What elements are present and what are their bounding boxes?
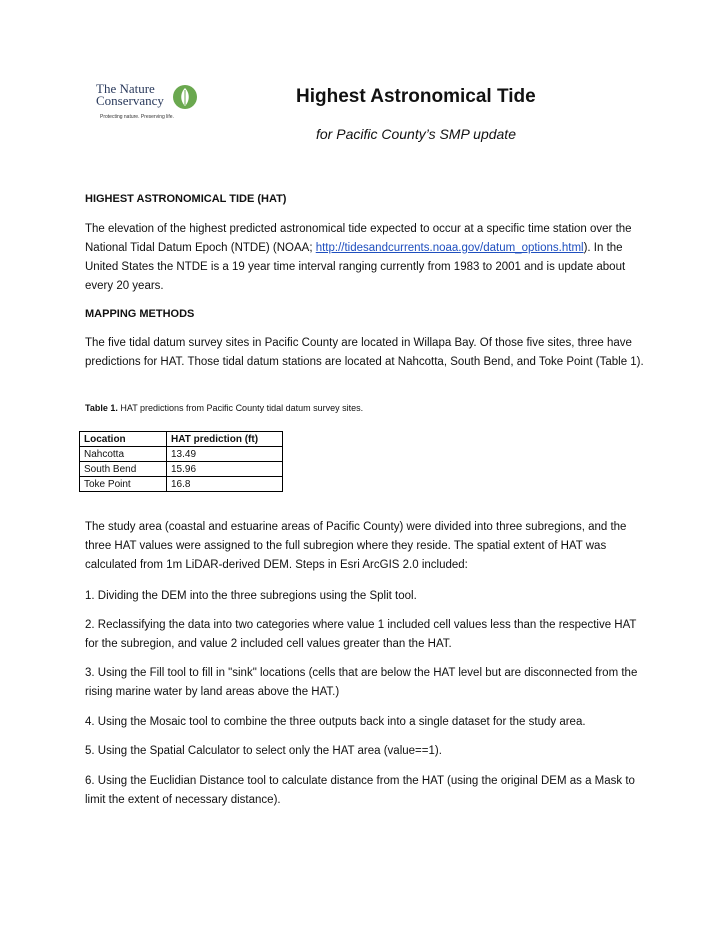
step-5: 5. Using the Spatial Calculator to select only the HAT area (value==1).	[85, 745, 442, 757]
step-1: 1. Dividing the DEM into the three subregions using the Split tool.	[85, 590, 417, 602]
cell-location: South Bend	[80, 462, 167, 477]
cell-location: Nahcotta	[80, 447, 167, 462]
page-subtitle: for Pacific County’s SMP update	[316, 126, 516, 142]
step-4: 4. Using the Mosaic tool to combine the three outputs back into a single dataset for the study area.	[85, 716, 586, 728]
oak-leaf-globe-icon	[172, 84, 198, 110]
column-header-hat: HAT prediction (ft)	[167, 432, 283, 447]
section-heading-hat: HIGHEST ASTRONOMICAL TIDE (HAT)	[85, 193, 287, 205]
cell-location: Toke Point	[80, 477, 167, 492]
hat-definition-text-continued: ). In the United States the NTDE is a 19 year time interval ranging currently from 1983 to 2001 and is update about every 20 years.	[85, 242, 626, 292]
table-row	[80, 447, 283, 462]
noaa-datum-link[interactable]: http://tidesandcurrents.noaa.gov/datum_options.html	[315, 242, 584, 254]
section-heading-mapping: MAPPING METHODS	[85, 308, 195, 320]
page-title: Highest Astronomical Tide	[296, 86, 536, 107]
survey-sites-paragraph: The five tidal datum survey sites in Pacific County are located in Willapa Bay. Of those five sites, three have predictions for HAT. Those tidal datum stations are located at Nahcotta, South Bend, and Toke Point (Table 1).	[85, 337, 644, 368]
nature-conservancy-logo	[96, 83, 216, 123]
table-row	[80, 462, 283, 477]
study-area-paragraph: The study area (coastal and estuarine areas of Pacific County) were divided into three subregions, and the three HAT values were assigned to the full subregion where they reside. The spatial extent of HAT was calculated from 1m LiDAR-derived DEM. Steps in Esri ArcGIS 2.0 included:	[85, 521, 627, 571]
column-header-location: Location	[80, 432, 167, 447]
hat-definition-text: The elevation of the highest predicted astronomical tide expected to occur at a specific time station over the National Tidal Datum Epoch (NTDE) (NOAA;	[85, 223, 632, 254]
table-caption-label: Table 1.	[85, 403, 118, 413]
logo-line-2: Conservancy	[96, 93, 164, 108]
step-3: 3. Using the Fill tool to fill in "sink" locations (cells that are below the HAT level but are disconnected from the rising marine water by land areas above the HAT.)	[85, 667, 638, 698]
hat-definition-paragraph	[85, 220, 645, 296]
step-2: 2. Reclassifying the data into two categories where value 1 included cell values less than the respective HAT for the subregion, and value 2 included cell values greater than the HAT.	[85, 619, 637, 650]
table-header-row	[80, 432, 283, 447]
table-row	[80, 477, 283, 492]
step-6: 6. Using the Euclidian Distance tool to calculate distance from the HAT (using the original DEM as a Mask to limit the extent of necessary distance).	[85, 775, 635, 806]
cell-hat: 15.96	[167, 462, 283, 477]
logo-line-1: The Nature	[96, 81, 155, 96]
logo-tagline: Protecting nature. Preserving life.	[100, 114, 174, 120]
table-caption-text: HAT predictions from Pacific County tidal datum survey sites.	[117, 403, 364, 413]
hat-predictions-table	[79, 431, 283, 492]
cell-hat: 16.8	[167, 477, 283, 492]
logo-wordmark	[96, 83, 164, 107]
table-caption	[85, 403, 363, 413]
cell-hat: 13.49	[167, 447, 283, 462]
